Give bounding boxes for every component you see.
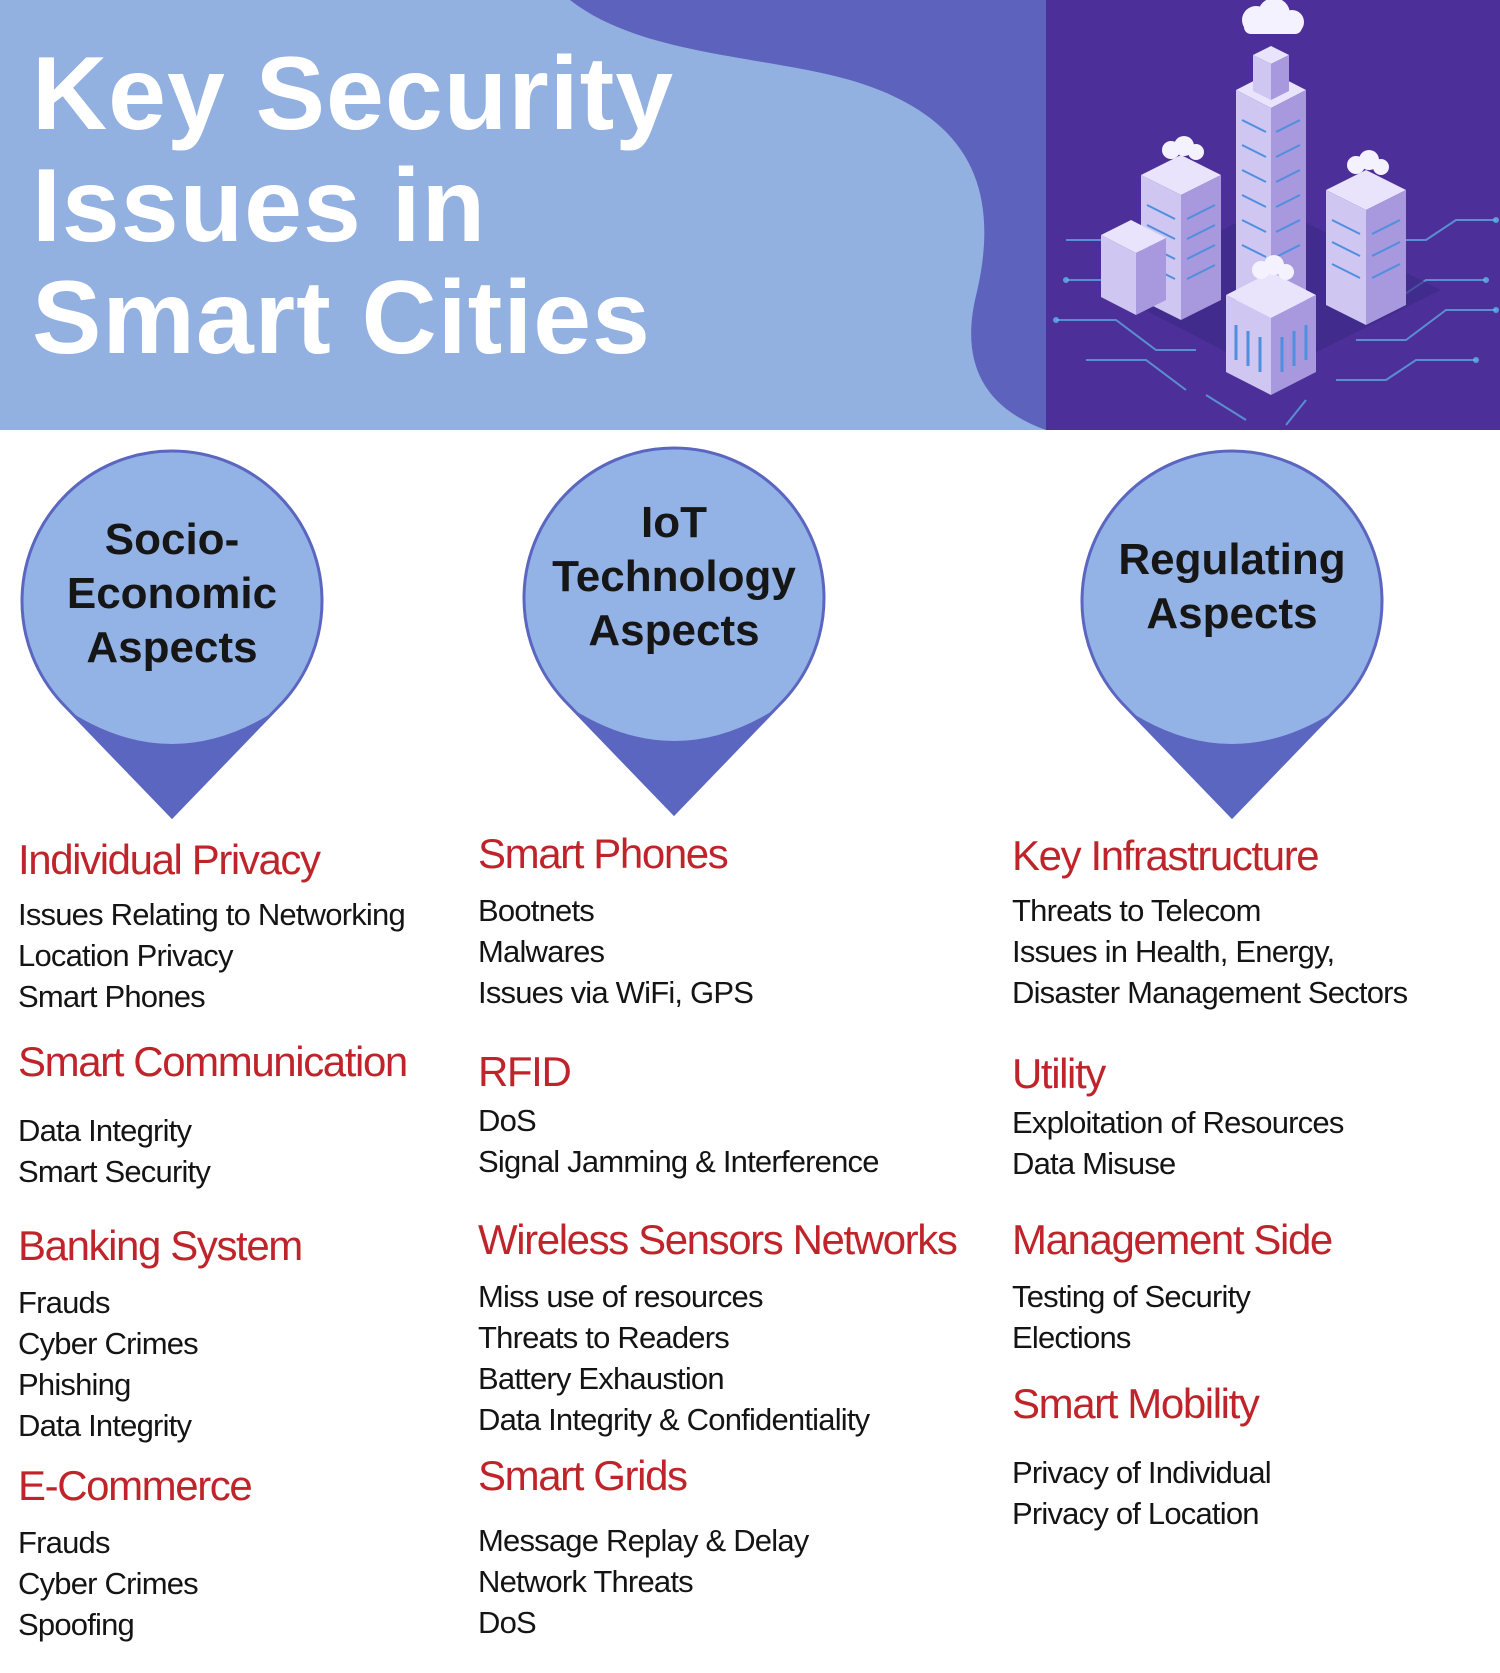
category-label-line: IoT	[641, 498, 707, 547]
item-list	[1012, 1452, 1271, 1534]
category-label-line: Economic	[66, 569, 278, 618]
item-list	[18, 1110, 407, 1192]
item-list	[1012, 890, 1407, 1013]
section-utility	[1012, 1048, 1344, 1184]
list-item: Issues Relating to Networking	[18, 897, 405, 932]
section-smart-phones	[478, 828, 753, 1013]
section-banking-system	[18, 1220, 302, 1446]
section-title: Smart Mobility	[1012, 1380, 1259, 1427]
list-item: Network Threats	[478, 1564, 693, 1599]
category-label	[47, 513, 297, 675]
section-smart-communication	[18, 1036, 407, 1192]
list-item: Threats to Readers	[478, 1320, 729, 1355]
section-title: Banking System	[18, 1222, 302, 1269]
category-label	[1107, 533, 1357, 641]
list-item: Privacy of Location	[1012, 1496, 1259, 1531]
section-title: Smart Communication	[18, 1038, 407, 1085]
section-individual-privacy	[18, 834, 405, 1017]
list-item: Disaster Management Sectors	[1012, 975, 1408, 1010]
item-list	[18, 1282, 302, 1446]
list-item: Miss use of resources	[478, 1279, 763, 1314]
list-item: Issues in Health, Energy,	[1012, 934, 1335, 969]
list-item: Cyber Crimes	[18, 1326, 198, 1361]
title-line-2: Issues in	[32, 148, 487, 264]
item-list	[478, 890, 753, 1013]
category-pin-iot-technology	[519, 442, 829, 822]
category-label-line: Aspects	[86, 623, 258, 672]
isometric-smart-city-icon	[1046, 0, 1500, 430]
list-item: Elections	[1012, 1320, 1131, 1355]
list-item: Smart Phones	[18, 979, 205, 1014]
section-title: E-Commerce	[18, 1462, 252, 1509]
item-list	[478, 1100, 879, 1182]
category-pin-socio-economic	[17, 445, 327, 825]
section-title: RFID	[478, 1048, 571, 1095]
header-banner	[0, 0, 1500, 430]
list-item: Privacy of Individual	[1012, 1455, 1271, 1490]
list-item: DoS	[478, 1605, 536, 1640]
section-smart-grids	[478, 1450, 808, 1643]
category-label-line: Technology	[552, 552, 796, 601]
list-item: DoS	[478, 1103, 536, 1138]
list-item: Location Privacy	[18, 938, 233, 973]
title-line-3: Smart Cities	[32, 260, 651, 376]
list-item: Smart Security	[18, 1154, 211, 1189]
section-title: Smart Phones	[478, 830, 728, 877]
item-list	[18, 1522, 251, 1645]
list-item: Message Replay & Delay	[478, 1523, 809, 1558]
list-item: Exploitation of Resources	[1012, 1105, 1344, 1140]
section-title: Wireless Sensors Networks	[478, 1216, 957, 1263]
item-list	[1012, 1276, 1332, 1358]
list-item: Data Integrity	[18, 1113, 192, 1148]
list-item: Battery Exhaustion	[478, 1361, 724, 1396]
list-item: Cyber Crimes	[18, 1566, 198, 1601]
section-rfid	[478, 1046, 879, 1182]
list-item: Bootnets	[478, 893, 594, 928]
list-item: Data Integrity	[18, 1408, 192, 1443]
list-item: Spoofing	[18, 1607, 134, 1642]
category-label-line: Aspects	[1146, 589, 1318, 638]
page-title	[32, 38, 674, 374]
category-pin-regulating	[1077, 445, 1387, 825]
list-item: Data Integrity & Confidentiality	[478, 1402, 870, 1437]
title-line-1: Key Security	[32, 36, 675, 152]
section-management-side	[1012, 1214, 1332, 1358]
list-item: Testing of Security	[1012, 1279, 1251, 1314]
list-item: Threats to Telecom	[1012, 893, 1261, 928]
list-item: Frauds	[18, 1525, 110, 1560]
section-title: Smart Grids	[478, 1452, 687, 1499]
item-list	[478, 1276, 956, 1440]
section-key-infrastructure	[1012, 830, 1407, 1013]
section-e-commerce	[18, 1460, 251, 1645]
section-title: Individual Privacy	[18, 836, 320, 883]
category-label-line: Regulating	[1118, 535, 1346, 584]
item-list	[18, 894, 405, 1017]
section-title: Utility	[1012, 1050, 1105, 1097]
list-item: Signal Jamming & Interference	[478, 1144, 879, 1179]
section-smart-mobility	[1012, 1378, 1271, 1534]
list-item: Data Misuse	[1012, 1146, 1176, 1181]
list-item: Phishing	[18, 1367, 131, 1402]
category-label-line: Aspects	[588, 606, 760, 655]
category-label-line: Socio-	[104, 515, 240, 564]
item-list	[1012, 1102, 1344, 1184]
category-label	[549, 496, 799, 658]
list-item: Issues via WiFi, GPS	[478, 975, 754, 1010]
item-list	[478, 1520, 808, 1643]
list-item: Malwares	[478, 934, 605, 969]
list-item: Frauds	[18, 1285, 110, 1320]
section-wireless-sensors-networks	[478, 1214, 956, 1440]
section-title: Management Side	[1012, 1216, 1332, 1263]
section-title: Key Infrastructure	[1012, 832, 1319, 879]
